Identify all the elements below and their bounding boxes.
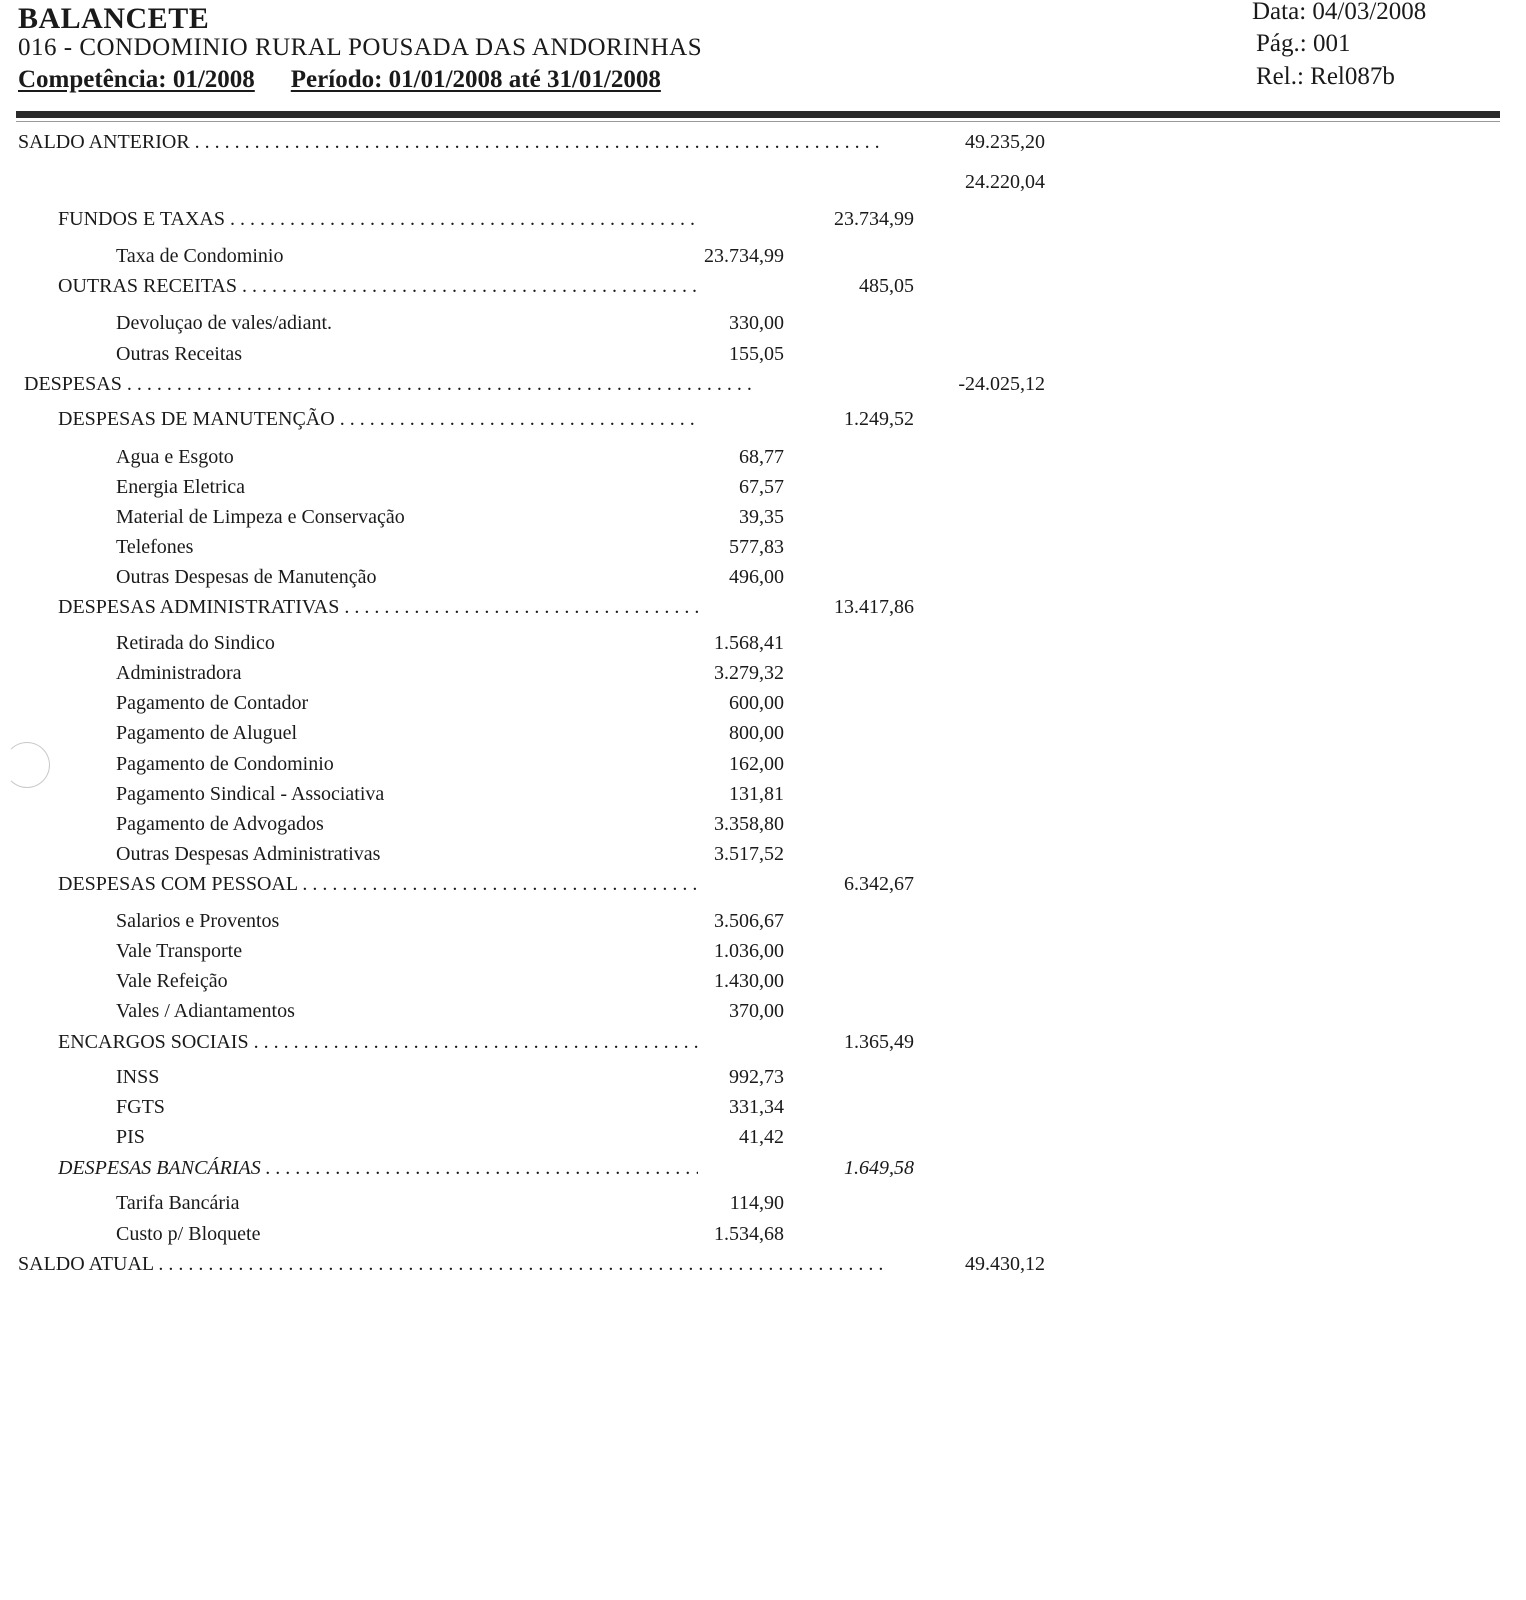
ledger-row-amount: 485,05 (859, 275, 914, 297)
page-number: Pág.: 001 (1256, 30, 1351, 57)
ledger-row-label: OUTRAS RECEITAS . . . (58, 275, 698, 298)
ledger-row-amount: 13.417,86 (834, 596, 914, 618)
ledger-row (0, 408, 1526, 432)
ledger-row-amount: 1.365,49 (844, 1031, 914, 1053)
ledger-row (0, 843, 1526, 867)
ledger-row-amount: 3.506,67 (714, 910, 784, 932)
ledger-row-amount: 162,00 (729, 753, 784, 775)
ledger-row (0, 1066, 1526, 1090)
ledger-row-label: DESPESAS DE MANUTENÇÃO . . . (58, 408, 698, 431)
ledger-row-amount: 992,73 (729, 1066, 784, 1088)
ledger-row-amount: 39,35 (739, 506, 784, 528)
ledger-row-amount: 3.279,32 (714, 662, 784, 684)
ledger-row (0, 783, 1526, 807)
ledger-row-label: SALDO ATUAL . . . (18, 1253, 884, 1276)
ledger-row (0, 1192, 1526, 1216)
ledger-row-label: Pagamento de Contador (116, 692, 309, 714)
ledger-row-label: Administradora (116, 662, 242, 684)
ledger-row-amount: 1.430,00 (714, 970, 784, 992)
ledger-row (0, 940, 1526, 964)
ledger-row (0, 632, 1526, 656)
ledger-row (0, 566, 1526, 590)
ledger-row-label: Outras Despesas Administrativas (116, 843, 381, 865)
competence-period-line (18, 66, 661, 94)
ledger-row-amount: 800,00 (729, 722, 784, 744)
ledger-row-label: Vales / Adiantamentos (116, 1000, 295, 1022)
ledger-row-amount: 68,77 (739, 446, 784, 468)
ledger-row-amount: 1.249,52 (844, 408, 914, 430)
ledger-row-amount: 24.220,04 (965, 171, 1045, 193)
ledger-row-label: FUNDOS E TAXAS . . . (58, 208, 698, 231)
ledger-row-amount: 131,81 (729, 783, 784, 805)
ledger-row (0, 1096, 1526, 1120)
ledger-row-label: DESPESAS BANCÁRIAS . . . (58, 1157, 698, 1180)
ledger-row-label: Taxa de Condominio (116, 245, 284, 267)
ledger-row (0, 208, 1526, 232)
ledger-row-amount: 496,00 (729, 566, 784, 588)
ledger-row-amount: 3.517,52 (714, 843, 784, 865)
ledger-row-amount: 67,57 (739, 476, 784, 498)
ledger-row (0, 596, 1526, 620)
ledger-row-label: Pagamento Sindical - Associativa (116, 783, 385, 805)
ledger-row-label: Material de Limpeza e Conservação (116, 506, 405, 528)
ledger-row-amount: 155,05 (729, 343, 784, 365)
ledger-row-label: Outras Despesas de Manutenção (116, 566, 377, 588)
ledger-row-amount: 3.358,80 (714, 813, 784, 835)
ledger-row (0, 446, 1526, 470)
ledger-row-label: ENCARGOS SOCIAIS . . . (58, 1031, 698, 1054)
competence-label: Competência: 01/2008 (18, 66, 255, 93)
ledger-row-amount: 370,00 (729, 1000, 784, 1022)
ledger-row-amount: 1.534,68 (714, 1223, 784, 1245)
ledger-row-label: Vale Transporte (116, 940, 243, 962)
ledger-row (0, 1157, 1526, 1181)
ledger-row (0, 662, 1526, 686)
ledger-row (0, 1253, 1526, 1277)
condominium-name: 016 - CONDOMINIO RURAL POUSADA DAS ANDORINHAS (18, 34, 703, 61)
ledger-row-label: SALDO ANTERIOR . . . (18, 131, 884, 154)
ledger-row-label: Retirada do Sindico (116, 632, 275, 654)
ledger-row (0, 1000, 1526, 1024)
ledger-row-label: DESPESAS ADMINISTRATIVAS . . . (58, 596, 698, 619)
ledger-row (0, 275, 1526, 299)
ledger-row-amount: 49.430,12 (965, 1253, 1045, 1275)
ledger-row-label: Outras Receitas (116, 343, 243, 365)
ledger-row (0, 970, 1526, 994)
ledger-row-label: DESPESAS . . . (24, 373, 754, 396)
ledger-row (0, 1223, 1526, 1247)
ledger-row-amount: 1.568,41 (714, 632, 784, 654)
ledger-row-amount: 23.734,99 (704, 245, 784, 267)
ledger-row-amount: 114,90 (729, 1192, 784, 1214)
ledger-row (0, 692, 1526, 716)
ledger-row (0, 813, 1526, 837)
header-divider (16, 111, 1500, 118)
ledger-row (0, 373, 1526, 397)
ledger-row-label: Tarifa Bancária (116, 1192, 240, 1214)
ledger-row (0, 476, 1526, 500)
ledger-row-label: INSS (116, 1066, 160, 1088)
ledger-row-label: FGTS (116, 1096, 165, 1118)
ledger-row-label: Pagamento de Advogados (116, 813, 324, 835)
report-title: BALANCETE (18, 2, 210, 35)
ledger-row-amount: 23.734,99 (834, 208, 914, 230)
ledger-row (0, 171, 1526, 195)
ledger-row-amount: 49.235,20 (965, 131, 1045, 153)
ledger-row-amount: 41,42 (739, 1126, 784, 1148)
ledger-row-label: Pagamento de Aluguel (116, 722, 298, 744)
report-code: Rel.: Rel087b (1256, 63, 1395, 90)
ledger-row (0, 753, 1526, 777)
ledger-row-amount: -24.025,12 (958, 373, 1045, 395)
ledger-row-amount: 1.649,58 (844, 1157, 914, 1179)
ledger-row-label: PIS (116, 1126, 145, 1148)
ledger-row (0, 131, 1526, 155)
ledger-row-label: Vale Refeição (116, 970, 228, 992)
ledger-row-amount: 330,00 (729, 312, 784, 334)
ledger-row (0, 1126, 1526, 1150)
ledger-row-label: Energia Eletrica (116, 476, 246, 498)
ledger-row (0, 722, 1526, 746)
ledger-row-label: Pagamento de Condominio (116, 753, 334, 775)
ledger-row-label: DESPESAS COM PESSOAL . . . (58, 873, 698, 896)
ledger-row (0, 873, 1526, 897)
ledger-row (0, 506, 1526, 530)
ledger-row (0, 536, 1526, 560)
period-label: Período: 01/01/2008 até 31/01/2008 (290, 66, 661, 93)
ledger-row (0, 245, 1526, 269)
header-divider-thin (16, 121, 1500, 122)
ledger-row-amount: 1.036,00 (714, 940, 784, 962)
ledger-row-label: Salarios e Proventos (116, 910, 280, 932)
ledger-row (0, 343, 1526, 367)
ledger-row-label: Devoluçao de vales/adiant. (116, 312, 333, 334)
ledger-row-label: Agua e Esgoto (116, 446, 234, 468)
ledger-row-amount: 6.342,67 (844, 873, 914, 895)
ledger-row-amount: 577,83 (729, 536, 784, 558)
ledger-row-amount: 600,00 (729, 692, 784, 714)
ledger-row-amount: 331,34 (729, 1096, 784, 1118)
ledger-row-label: Custo p/ Bloquete (116, 1223, 261, 1245)
ledger-row (0, 1031, 1526, 1055)
ledger-row-label: Telefones (116, 536, 194, 558)
ledger-row (0, 312, 1526, 336)
ledger-row (0, 910, 1526, 934)
report-date: Data: 04/03/2008 (1252, 0, 1427, 25)
